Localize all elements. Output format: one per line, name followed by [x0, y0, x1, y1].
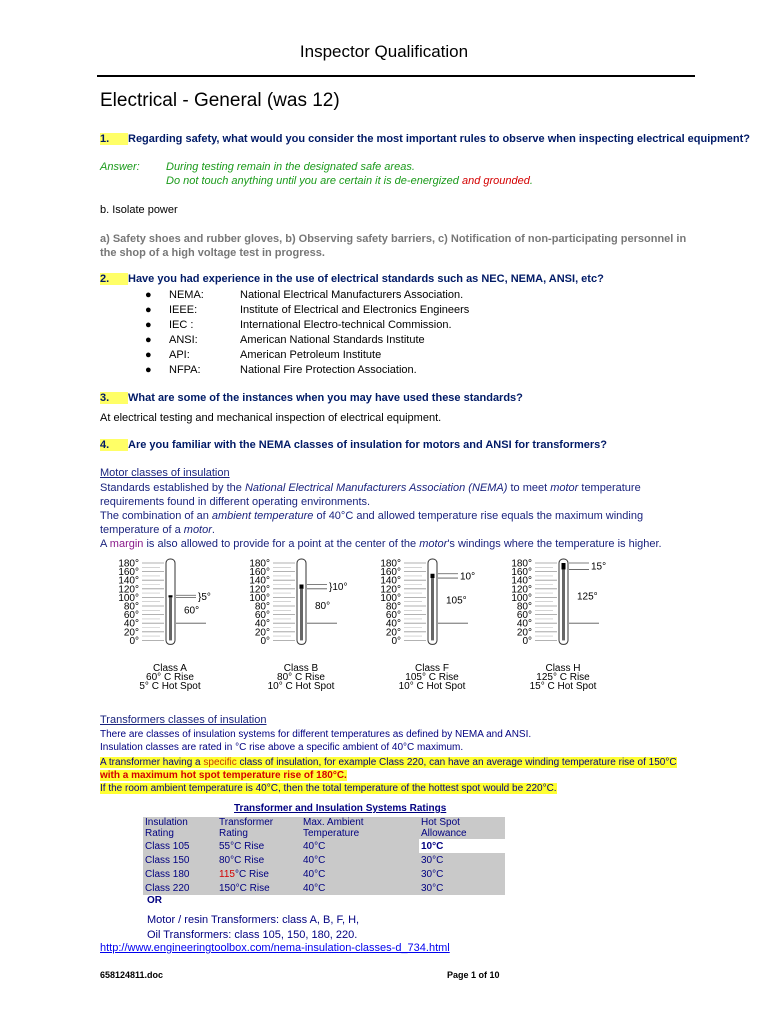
text: National Electrical Manufacturers Association (NEMA) [244, 482, 508, 494]
class-rise: 60° C Rise [146, 672, 194, 683]
class-hot-spot: 10° C Hot Spot [398, 681, 466, 692]
class-name: Class F [415, 663, 449, 674]
scale-label: 160° [249, 567, 270, 579]
transformer-line-4 [100, 782, 695, 795]
footer-page-number: Page 1 of 10 [447, 970, 500, 980]
question-text: Are you familiar with the NEMA classes of insulation for motors and ANSI for transformers? [128, 439, 607, 451]
table-cell [217, 867, 301, 881]
table-cell: Class 105 [143, 839, 217, 853]
scale-label: 80° [385, 601, 401, 613]
question-text: Regarding safety, what would you consider the most important rules to observe when inspecting electrical equipment? [128, 133, 751, 145]
table-title: Transformer and Insulation Systems Ratings [234, 803, 447, 814]
scale-label: 160° [380, 567, 401, 579]
scale-label: 60° [516, 610, 532, 622]
scale-label: 80° [516, 601, 532, 613]
scale-label: 100° [511, 592, 532, 604]
mercury-column [300, 589, 303, 641]
table-cell: Class 220 [143, 881, 217, 895]
question-4 [100, 439, 607, 451]
text: motor [183, 524, 212, 536]
scale-label: 100° [249, 592, 270, 604]
motor-paragraph-1 [100, 481, 695, 509]
scale-label: 20° [123, 627, 139, 639]
class-hot-spot: 10° C Hot Spot [267, 681, 335, 692]
standard-item [145, 304, 469, 316]
scale-label: 40° [385, 618, 401, 630]
scale-label: 40° [254, 618, 270, 630]
class-rise: 105° C Rise [405, 672, 459, 683]
table-row [143, 867, 505, 881]
text: . [211, 524, 215, 536]
class-name: Class A [153, 663, 187, 674]
standard-abbr: API: [169, 349, 190, 361]
section-title: Electrical - General (was 12) [100, 90, 340, 111]
answer-b: b. Isolate power [100, 204, 178, 216]
hot-spot-label: 10° [460, 571, 476, 583]
motor-paragraph-3 [100, 537, 695, 551]
red-value: 115 [219, 868, 235, 880]
reference-link[interactable]: http://www.engineeringtoolbox.com/nema-insulation-classes-d_734.html [100, 942, 450, 954]
class-rise: 125° C Rise [536, 672, 590, 683]
standard-abbr: NFPA: [169, 364, 201, 376]
text: Standards established by the [100, 482, 245, 494]
transformer-line-1: There are classes of insulation systems for different temperatures as defined by NEMA and ANSI. [100, 729, 532, 740]
question-1 [100, 133, 750, 145]
hot-spot-marker [169, 595, 173, 597]
rise-label: 105° [446, 595, 467, 607]
scale-label: 60° [385, 610, 401, 622]
table-cell: Class 180 [143, 867, 217, 881]
scale-label: 40° [516, 618, 532, 630]
question-number: 1. [100, 133, 128, 145]
text: class of insulation, for example Class 220, can have an average winding temperature rise of 150°C [236, 757, 677, 768]
transformer-text [100, 728, 695, 795]
scale-label: 20° [516, 627, 532, 639]
footer-filename: 658124811.doc [100, 970, 164, 980]
scale-label: 180° [249, 558, 270, 570]
text: motor [419, 538, 448, 550]
scale-label: 80° [254, 601, 270, 613]
rise-label: 80° [315, 601, 331, 612]
hot-spot-marker [300, 585, 304, 589]
hot-spot-marker [431, 574, 435, 578]
question-text: Have you had experience in the use of electrical standards such as NEC, NEMA, ANSI, etc? [128, 273, 604, 285]
scale-label: 160° [511, 567, 532, 579]
scale-label: 0° [391, 635, 401, 647]
transformer-line-3 [100, 756, 695, 782]
table-cell: 30°C [419, 881, 505, 895]
scale-label: 140° [118, 575, 139, 587]
scale-label: 140° [249, 575, 270, 587]
table-cell: 40°C [301, 853, 419, 867]
answer-label: Answer: [100, 161, 140, 173]
answer-extra: a) Safety shoes and rubber gloves, b) Observing safety barriers, c) Notification of non-participating personnel in the shop of a high voltage test in progress. [100, 233, 687, 259]
table-row [143, 881, 505, 895]
standard-desc: American Petroleum Institute [240, 349, 382, 361]
table-cell: 40°C [301, 881, 419, 895]
table-cell: 30°C [419, 853, 505, 867]
question-number: 3. [100, 392, 128, 404]
table-header: Transformer Rating [217, 817, 301, 839]
text: temperature requirements found in different operating environments. [100, 482, 641, 508]
scale-label: 100° [380, 592, 401, 604]
header-rule [97, 75, 695, 77]
table-cell: 30°C [419, 867, 505, 881]
text: A transformer having a [100, 757, 204, 768]
bullet: ● [145, 349, 152, 361]
scale-label: 160° [118, 567, 139, 579]
scale-label: 0° [260, 635, 270, 647]
ratings-table [143, 817, 505, 895]
text: The combination of an [100, 510, 212, 522]
text: of 40°C and allowed temperature rise equals the maximum winding temperature of a [100, 510, 644, 536]
table-cell: 40°C [301, 839, 419, 853]
scale-label: 60° [254, 610, 270, 622]
mercury-column [562, 569, 565, 640]
answer-line-2-red: and grounded [458, 175, 530, 187]
standard-desc: National Electrical Manufacturers Association. [240, 289, 464, 301]
table-row [143, 853, 505, 867]
oil-transformer-line: Oil Transformers: class 105, 150, 180, 220. [147, 929, 358, 941]
hot-spot-label: }5° [198, 591, 211, 603]
scale-label: 0° [129, 635, 139, 647]
standard-desc: American National Standards Institute [240, 334, 425, 346]
text: 's windings where the temperature is higher. [447, 538, 662, 550]
standard-abbr: IEC : [169, 319, 194, 331]
scale-label: 120° [380, 584, 401, 596]
text: ambient temperature [211, 510, 314, 522]
bullet: ● [145, 319, 152, 331]
table-cell: 150°C Rise [217, 881, 301, 895]
question-2 [100, 273, 604, 285]
text: motor [550, 482, 579, 494]
scale-label: 120° [118, 584, 139, 596]
text: A [100, 538, 110, 550]
bullet: ● [145, 364, 152, 376]
standard-item [145, 349, 381, 361]
hot-spot-label: }10° [329, 582, 348, 594]
text: to meet [507, 482, 551, 494]
table-cell: 40°C [301, 867, 419, 881]
answer-line-2-text: Do not touch anything until you are certain it is de-energized [166, 175, 459, 187]
hot-spot-label: 15° [591, 561, 607, 573]
answer-period: . [529, 175, 533, 187]
scale-label: 140° [380, 575, 401, 587]
standard-desc: National Fire Protection Association. [240, 364, 417, 376]
table-header: Hot Spot Allowance [419, 817, 505, 839]
motor-paragraph-2 [100, 509, 695, 537]
standard-item [145, 289, 463, 301]
text: margin [109, 538, 144, 550]
bullet: ● [145, 289, 152, 301]
standard-item [145, 319, 452, 331]
text: If the room ambient temperature is 40°C, then the total temperature of the hottest spot would be 220°C. [100, 783, 557, 794]
class-hot-spot: 15° C Hot Spot [529, 681, 597, 692]
table-cell: Class 150 [143, 853, 217, 867]
transformer-line-2: Insulation classes are rated in °C rise above a specific ambient of 40°C maximum. [100, 742, 464, 753]
scale-label: 140° [511, 575, 532, 587]
class-name: Class H [545, 663, 581, 674]
table-row [143, 839, 505, 853]
motor-resin-line: Motor / resin Transformers: class A, B, F, H, [147, 914, 360, 926]
table-cell: 10°C [421, 840, 444, 852]
question-number: 4. [100, 439, 128, 451]
question-3 [100, 392, 523, 404]
scale-label: 120° [249, 584, 270, 596]
bullet: ● [145, 304, 152, 316]
scale-label: 20° [254, 627, 270, 639]
class-rise: 80° C Rise [277, 672, 325, 683]
scale-label: 20° [385, 627, 401, 639]
table-cell: 55°C Rise [217, 839, 301, 853]
motor-heading: Motor classes of insulation [100, 467, 230, 479]
scale-label: 120° [511, 584, 532, 596]
table-header: Insulation Rating [143, 817, 217, 839]
text: with a maximum hot spot temperature rise of 180°C. [100, 770, 347, 781]
scale-label: 0° [522, 635, 532, 647]
standard-desc: Institute of Electrical and Electronics Engineers [240, 304, 470, 316]
rise-label: 125° [577, 591, 598, 603]
standard-abbr: IEEE: [169, 304, 198, 316]
mercury-column [431, 578, 434, 640]
standard-abbr: NEMA: [169, 289, 204, 301]
answer-line-1: During testing remain in the designated safe areas. [166, 161, 415, 173]
standard-item [145, 334, 425, 346]
transformer-heading: Transformers classes of insulation [100, 714, 267, 726]
rise-label: 60° [184, 605, 200, 617]
hot-spot-marker [562, 563, 566, 569]
scale-label: 180° [511, 558, 532, 570]
class-hot-spot: 5° C Hot Spot [139, 681, 201, 692]
rise-suffix: °C Rise [234, 868, 269, 880]
table-header-row [143, 817, 505, 839]
text: is also allowed to provide for a point at the center of the [143, 538, 420, 550]
standard-abbr: ANSI: [169, 334, 198, 346]
page-header: Inspector Qualification [299, 42, 469, 61]
class-name: Class B [283, 663, 319, 674]
text: specific [203, 757, 237, 768]
insulation-class-thermometers [110, 557, 630, 697]
question-text: What are some of the instances when you may have used these standards? [128, 392, 523, 404]
mercury-column [169, 597, 172, 640]
scale-label: 80° [123, 601, 139, 613]
standard-desc: International Electro-technical Commission. [240, 319, 452, 331]
question-number: 2. [100, 273, 128, 285]
answer-3: At electrical testing and mechanical inspection of electrical equipment. [100, 412, 442, 424]
scale-label: 60° [123, 610, 139, 622]
scale-label: 40° [123, 618, 139, 630]
scale-label: 100° [118, 592, 139, 604]
scale-label: 180° [380, 558, 401, 570]
table-header: Max. Ambient Temperature [301, 817, 419, 839]
standard-item [145, 364, 417, 376]
answer-line-2 [166, 175, 533, 187]
bullet: ● [145, 334, 152, 346]
or-label: OR [147, 895, 162, 906]
table-cell: 80°C Rise [217, 853, 301, 867]
scale-label: 180° [118, 558, 139, 570]
